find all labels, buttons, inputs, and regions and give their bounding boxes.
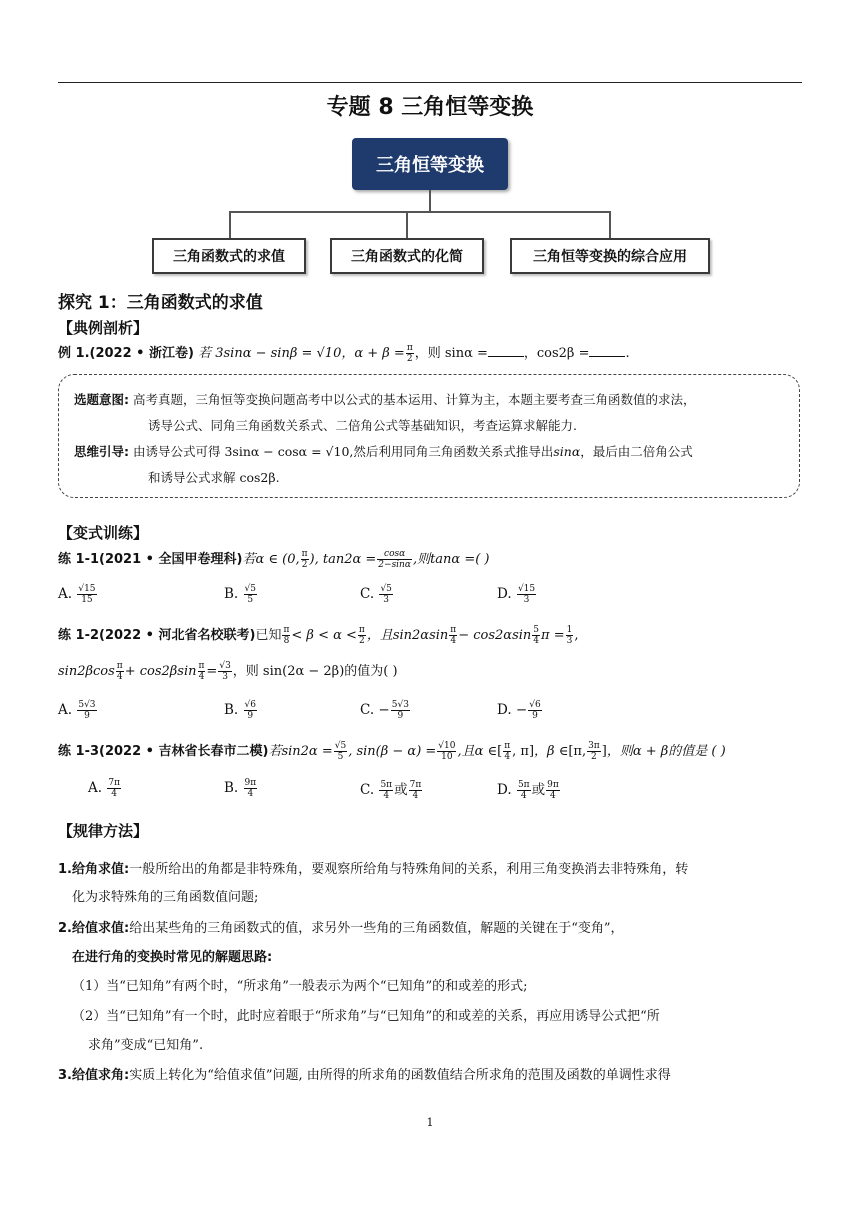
option-a[interactable]: A. $\frac{7\pi}{4}$ [88,778,120,799]
diagram-child-evaluation: 三角函数式的求值 [152,238,306,274]
method-item-2-sub: 在进行角的变换时常见的解题思路: [72,950,273,965]
method-item-3: 3.给值求角:实质上转化为“给值求值”问题, 由所得的所求角的函数值结合所求角的范围及函数的单调性求得 [58,1068,671,1083]
option-b[interactable]: B. $\frac{9\pi}{4}$ [224,778,257,799]
practice-1-3: 练 1-3(2022 • 吉林省长春市二模)若sin2α = $\frac{√5}{5}$ , sin(β − α) = $\frac{√10}{10}$ ,且α ∈[ $\frac{\pi}{4}$ , π]，β ∈[π, $\frac{3\pi}{2}$ ]，则α + β的值是 ( ) [58,741,726,762]
intent-line-1: 选题意图: 高考真题，三角恒等变换问题高考中以公式的基本运用、计算为主，本题主要考查三角函数值的求法， [74,392,696,407]
intent-line-4: 和诱导公式求解 cos2β. [148,470,280,485]
diagram-root-box: 三角恒等变换 [352,138,508,190]
example-heading: 【典例剖析】 [58,319,149,337]
page-number: 1 [426,1116,434,1129]
method-item-2-i2: （2）当“已知角”有一个时，此时应着眼于“所求角”与“已知角”的和或差的关系，再应用诱导公式把“所 [72,1009,660,1024]
practice-heading: 【变式训练】 [58,524,149,542]
option-b[interactable]: B. $\frac{√6}{9}$ [224,700,256,721]
option-d[interactable]: D. $\frac{5\pi}{4}$ 或 $\frac{9\pi}{4}$ [497,780,559,801]
option-d[interactable]: D. $\frac{√15}{3}$ [497,584,536,605]
intent-line-3: 思维引导: 由诱导公式可得 3sinα − cosα = √10,然后利用同角三角函数关系式推导出sinα，最后由二倍角公式 [74,444,693,459]
diagram-connector [229,211,611,213]
diagram-connector [229,211,231,239]
option-b[interactable]: B. $\frac{√5}{5}$ [224,584,256,605]
practice-1-2-line-2: sin2βcos $\frac{\pi}{4}$ + cos2βsin $\frac{\pi}{4}$ = $\frac{√3}{3}$ ，则 sin(2α − 2β)的值为( ) [58,661,398,682]
section-heading: 探究 1：三角函数式的求值 [58,293,263,313]
option-c[interactable]: C. $\frac{5\pi}{4}$ 或 $\frac{7\pi}{4}$ [360,780,422,801]
option-a[interactable]: A. $\frac{√15}{15}$ [58,584,96,605]
method-item-2-i1: （1）当“已知角”有两个时，“所求角”一般表示为两个“已知角”的和或差的形式; [72,979,528,994]
header-rule [58,82,802,83]
diagram-child-simplification: 三角函数式的化简 [330,238,484,274]
diagram-child-application: 三角恒等变换的综合应用 [510,238,710,274]
option-d[interactable]: D. − $\frac{√6}{9}$ [497,700,541,721]
diagram-connector [609,211,611,239]
method-heading: 【规律方法】 [58,822,149,840]
diagram-connector [406,211,408,239]
option-c[interactable]: C. $\frac{√5}{3}$ [360,584,392,605]
practice-1-2-line-1: 练 1-2(2022 • 河北省名校联考)已知 $\frac{\pi}{8}$ < β < α < $\frac{\pi}{2}$ ，且sin2αsin $\frac{\pi}{4}$ − cos2αsin $\frac{5}{4}$ π = $\frac{1}{3}$ , [58,625,579,646]
method-item-1: 1.给角求值:一般所给出的角都是非特殊角，要观察所给角与特殊角间的关系，利用三角变换消去非特殊角，转 [58,862,689,877]
practice-1-1: 练 1-1(2021 • 全国甲卷理科)若α ∈ (0, $\frac{\pi}{2}$ ), tan2α = $\frac{\cos\alpha}{2-\sin\alpha}$ ,则tanα =( ) [58,549,490,570]
intent-line-2: 诱导公式、同角三角函数关系式、二倍角公式等基础知识，考查运算求解能力. [148,418,577,433]
method-item-2-i2-cont: 求角”变成“已知角”. [88,1038,204,1053]
method-item-2: 2.给值求值:给出某些角的三角函数式的值，求另外一些角的三角函数值，解题的关键在于“变角”， [58,921,624,936]
method-item-1-cont: 化为求特殊角的三角函数值问题; [72,890,259,905]
option-c[interactable]: C. − $\frac{5√3}{9}$ [360,700,409,721]
diagram-connector [429,190,431,212]
example-1: 例 1.(2022 • 浙江卷) 若 3sinα − sinβ = √10，α + β = $\frac{\pi}{2}$ ，则 sinα = ，cos2β = . [58,343,630,364]
page-title: 专题 8 三角恒等变换 [326,95,534,120]
option-a[interactable]: A. $\frac{5√3}{9}$ [58,700,96,721]
